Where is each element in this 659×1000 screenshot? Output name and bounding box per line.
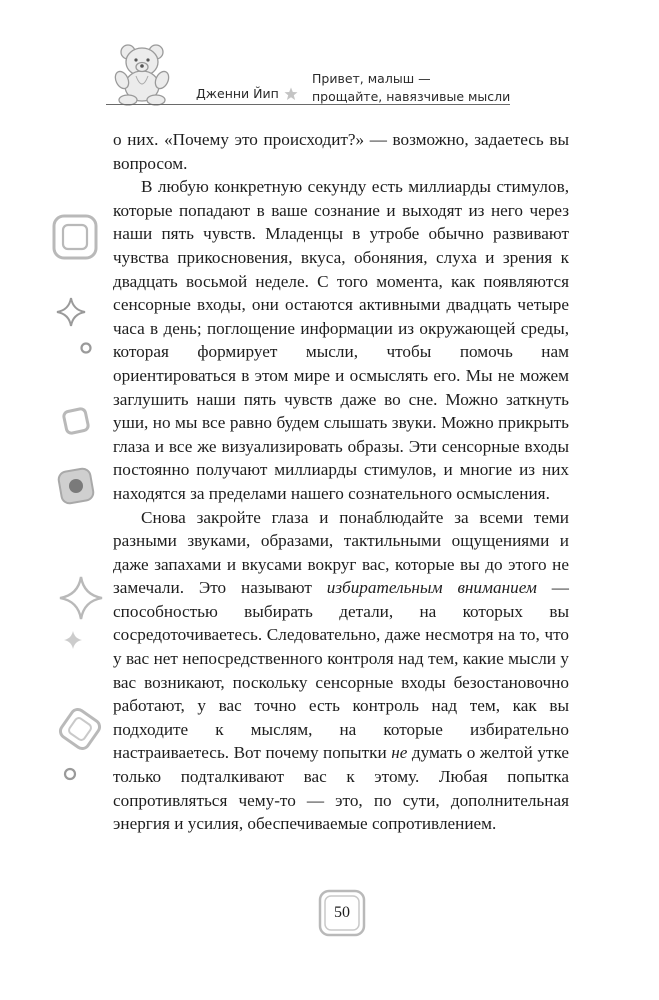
tilted-square-icon xyxy=(59,404,93,438)
small-ring-icon xyxy=(79,341,93,355)
sparkle-icon xyxy=(59,576,103,620)
text-run: думать о желтой утке только подталкивают вас к этому. Любая попытка сопротивляться чему-то — это, по сути, дополнительная энергия и усилия, обеспечиваемые сопротивлением. xyxy=(113,743,569,834)
text-run: о них. «Почему это происходит?» — возможно, задаетесь вы вопросом. xyxy=(113,130,569,173)
text-run: — способностью выбирать детали, на которых вы сосредоточиваетесь. Следовательно, даже несмотря на то, что у вас нет непосредственного контроля над тем, какие мысли у вас возникают, поскольку сенсорные входы безостановочно работают, у вас точно есть контроль над тем, как вы подходите к мыслям, на которые избирательно настраиваетесь. Вот почему попытки xyxy=(113,578,569,763)
filled-rounded-square-icon xyxy=(56,466,96,506)
diamond-frame-icon xyxy=(56,705,104,753)
book-title-line-1: Привет, малыш — xyxy=(312,71,431,86)
author-name: Дженни Йип xyxy=(196,86,279,101)
small-ring-icon xyxy=(62,766,78,782)
star-icon xyxy=(284,87,298,101)
page-number: 50 xyxy=(334,904,350,921)
text-run: В любую конкретную секунду есть миллиарды стимулов, которые попадают в ваше сознание и выходят из него через наши пять чувств. Младенцы в утробе обычно развивают чувства прикосновения, вкуса, обоняния, слуха и зрения к двадцать восьмой неделе. С того момента, как появляются сенсорные входы, они остаются активными двадцать четыре часа в день; поглощение информации из окружающей среды, которая формирует мысли, чтобы помочь нам ориентироваться в этом мире и осмыслять его. Мы не можем заглушить наши пять чувств даже во сне. Можно заткнуть уши, но мы все равно будем слышать звуки. Можно прикрыть глаза и все же визуализировать образы. Эти сенсорные входы постоянно получают миллиарды стимулов, и многие из них находятся за пределами нашего сознательного осмысления. xyxy=(113,177,569,503)
sparkle-icon xyxy=(56,297,86,327)
running-header xyxy=(0,0,659,120)
paragraph xyxy=(113,128,569,175)
text-run: Снова закройте глаза и понаблюдайте за всеми теми разными звуками, образами, тактильными ощущениями и даже запахами и вкусами вокруг вас, которые вы до этого не замечали. Это называют xyxy=(113,507,569,598)
small-sparkle-icon xyxy=(63,630,83,650)
paragraph xyxy=(113,175,569,505)
teddy-bear-icon xyxy=(106,40,182,106)
book-title-line-2: прощайте, навязчивые мысли xyxy=(312,89,511,104)
italic-phrase: избирательным вниманием xyxy=(326,578,537,598)
paragraph xyxy=(113,506,569,836)
book-title xyxy=(312,70,510,106)
body-text xyxy=(113,128,569,836)
rounded-square-icon xyxy=(52,214,98,260)
italic-phrase: не xyxy=(391,743,408,763)
